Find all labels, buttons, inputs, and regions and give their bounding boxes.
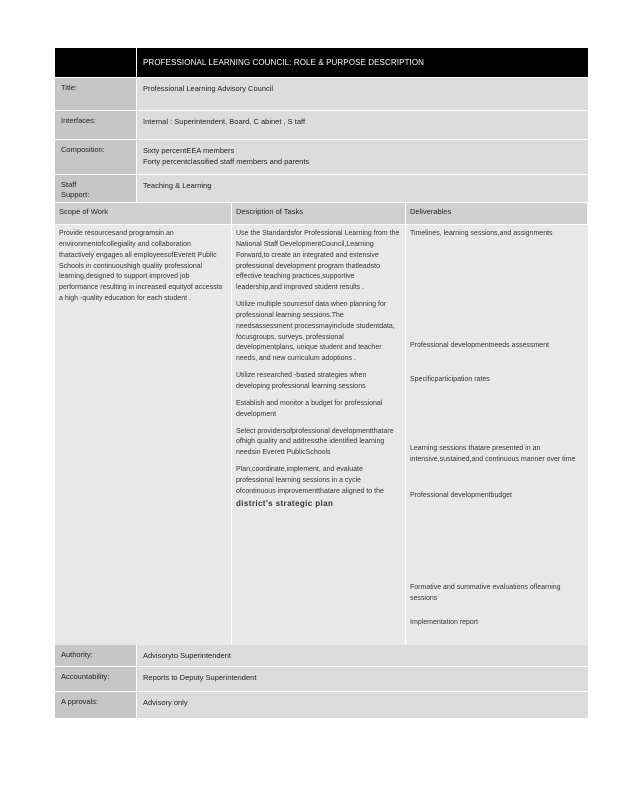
- scope-cell: [55, 225, 232, 645]
- deliverable-item: Professional developmentbudget: [410, 492, 512, 499]
- task-item: Use the Standardsfor Professional Learning from the National Staff DevelopmentCouncil,Learning Forward,to create an integrated and extensive professional development program thatleadsto effective teaching practices,supportive leadership,and improved student results .: [236, 230, 400, 292]
- deliverable-item: Timelines, learning sessions,and assignments: [410, 230, 553, 237]
- work-grid: [55, 203, 588, 645]
- approvals-label: A pprovals:: [55, 692, 137, 718]
- deliverable-item: Implementation report: [410, 619, 479, 626]
- title-value: Professional Learning Advisory Council: [137, 78, 588, 110]
- document-title: PROFESSIONAL LEARNING COUNCIL: ROLE & PURPOSE DESCRIPTION: [137, 48, 588, 77]
- task-item: Utilize multiple sourcesof data when planning for professional learning sessions.The needsassessment processmayinclude studentdata, focusgroups, surveys, professional developmentplans, unique student and teacher needs, and new curriculum adoptions .: [236, 301, 395, 363]
- composition-label: Composition:: [55, 140, 137, 174]
- scope-text: Provide resourcesand programsin an environmentofcollegiality and collaboration thatactively engages all employeesofEverett Public Schools in continuoushigh quality professional learning,designed to support improved job performance resulting in increased equityof accessto a high -quality education for each student .: [59, 230, 223, 303]
- deliverables-cell: [406, 225, 588, 645]
- approvals-row: [55, 692, 588, 719]
- interfaces-value: Internal : Superintendent, Board, C abinet , S taff: [137, 111, 588, 139]
- staff-support-row: [55, 175, 588, 203]
- tasks-cell: [232, 225, 406, 645]
- accountability-row: [55, 667, 588, 692]
- task-item: [236, 465, 401, 510]
- deliverable-item: Learning sessions thatare presented in an intensive,sustained,and continuous manner over time: [410, 445, 576, 463]
- accountability-value: Reports to Deputy Superintendent: [137, 667, 588, 691]
- composition-line-2: Forty percentclassified staff members and parents: [143, 157, 310, 167]
- composition-line-1: Sixty percentEEA members: [143, 146, 235, 155]
- title-row: [55, 78, 588, 111]
- authority-label: Authority:: [55, 645, 137, 666]
- role-description-table: [55, 48, 588, 719]
- composition-row: [55, 140, 588, 175]
- scope-header: Scope of Work: [55, 203, 232, 225]
- staff-support-value: Teaching & Learning: [137, 175, 588, 202]
- tasks-header: Description of Tasks: [232, 203, 406, 225]
- deliverable-item: Formative and summative evaluations oflearning sessions: [410, 584, 561, 602]
- composition-value: [137, 140, 588, 174]
- authority-row: [55, 645, 588, 667]
- task-item-last-line: district's strategic plan: [236, 498, 334, 508]
- staff-support-label: [55, 175, 137, 202]
- task-item: Establish and monitor a budget for professional development: [236, 399, 383, 418]
- header-row: [55, 48, 588, 78]
- task-item-text: Plan,coordinate,implement, and evaluate professional learning sessions in a cycle ofcontinuous improvementthatare aligned to the: [236, 466, 384, 495]
- approvals-value: Advisory only: [137, 692, 588, 718]
- deliverable-item: Specificparticipation rates: [410, 376, 490, 383]
- interfaces-label: Interfaces:: [55, 111, 137, 139]
- staff-support-label-line-1: Staff: [61, 180, 77, 189]
- task-item: Utilize researched -based strategies when developing professional learning sessions: [236, 372, 367, 390]
- staff-support-label-line-2: Support:: [61, 190, 90, 200]
- title-label: Title:: [55, 78, 137, 110]
- interfaces-row: [55, 111, 588, 140]
- authority-value: Advisoryto Superintendent: [137, 645, 588, 666]
- accountability-label: Accountability:: [55, 667, 137, 691]
- task-item: Select providersofprofessional developmentthatare ofhigh quality and addressthe identified learning needsin Everett PublicSchools: [236, 427, 394, 457]
- deliverable-item: Professional developmentneeds assessment: [410, 342, 549, 349]
- deliverables-header: Deliverables: [406, 203, 588, 225]
- header-label-cell: [55, 48, 137, 77]
